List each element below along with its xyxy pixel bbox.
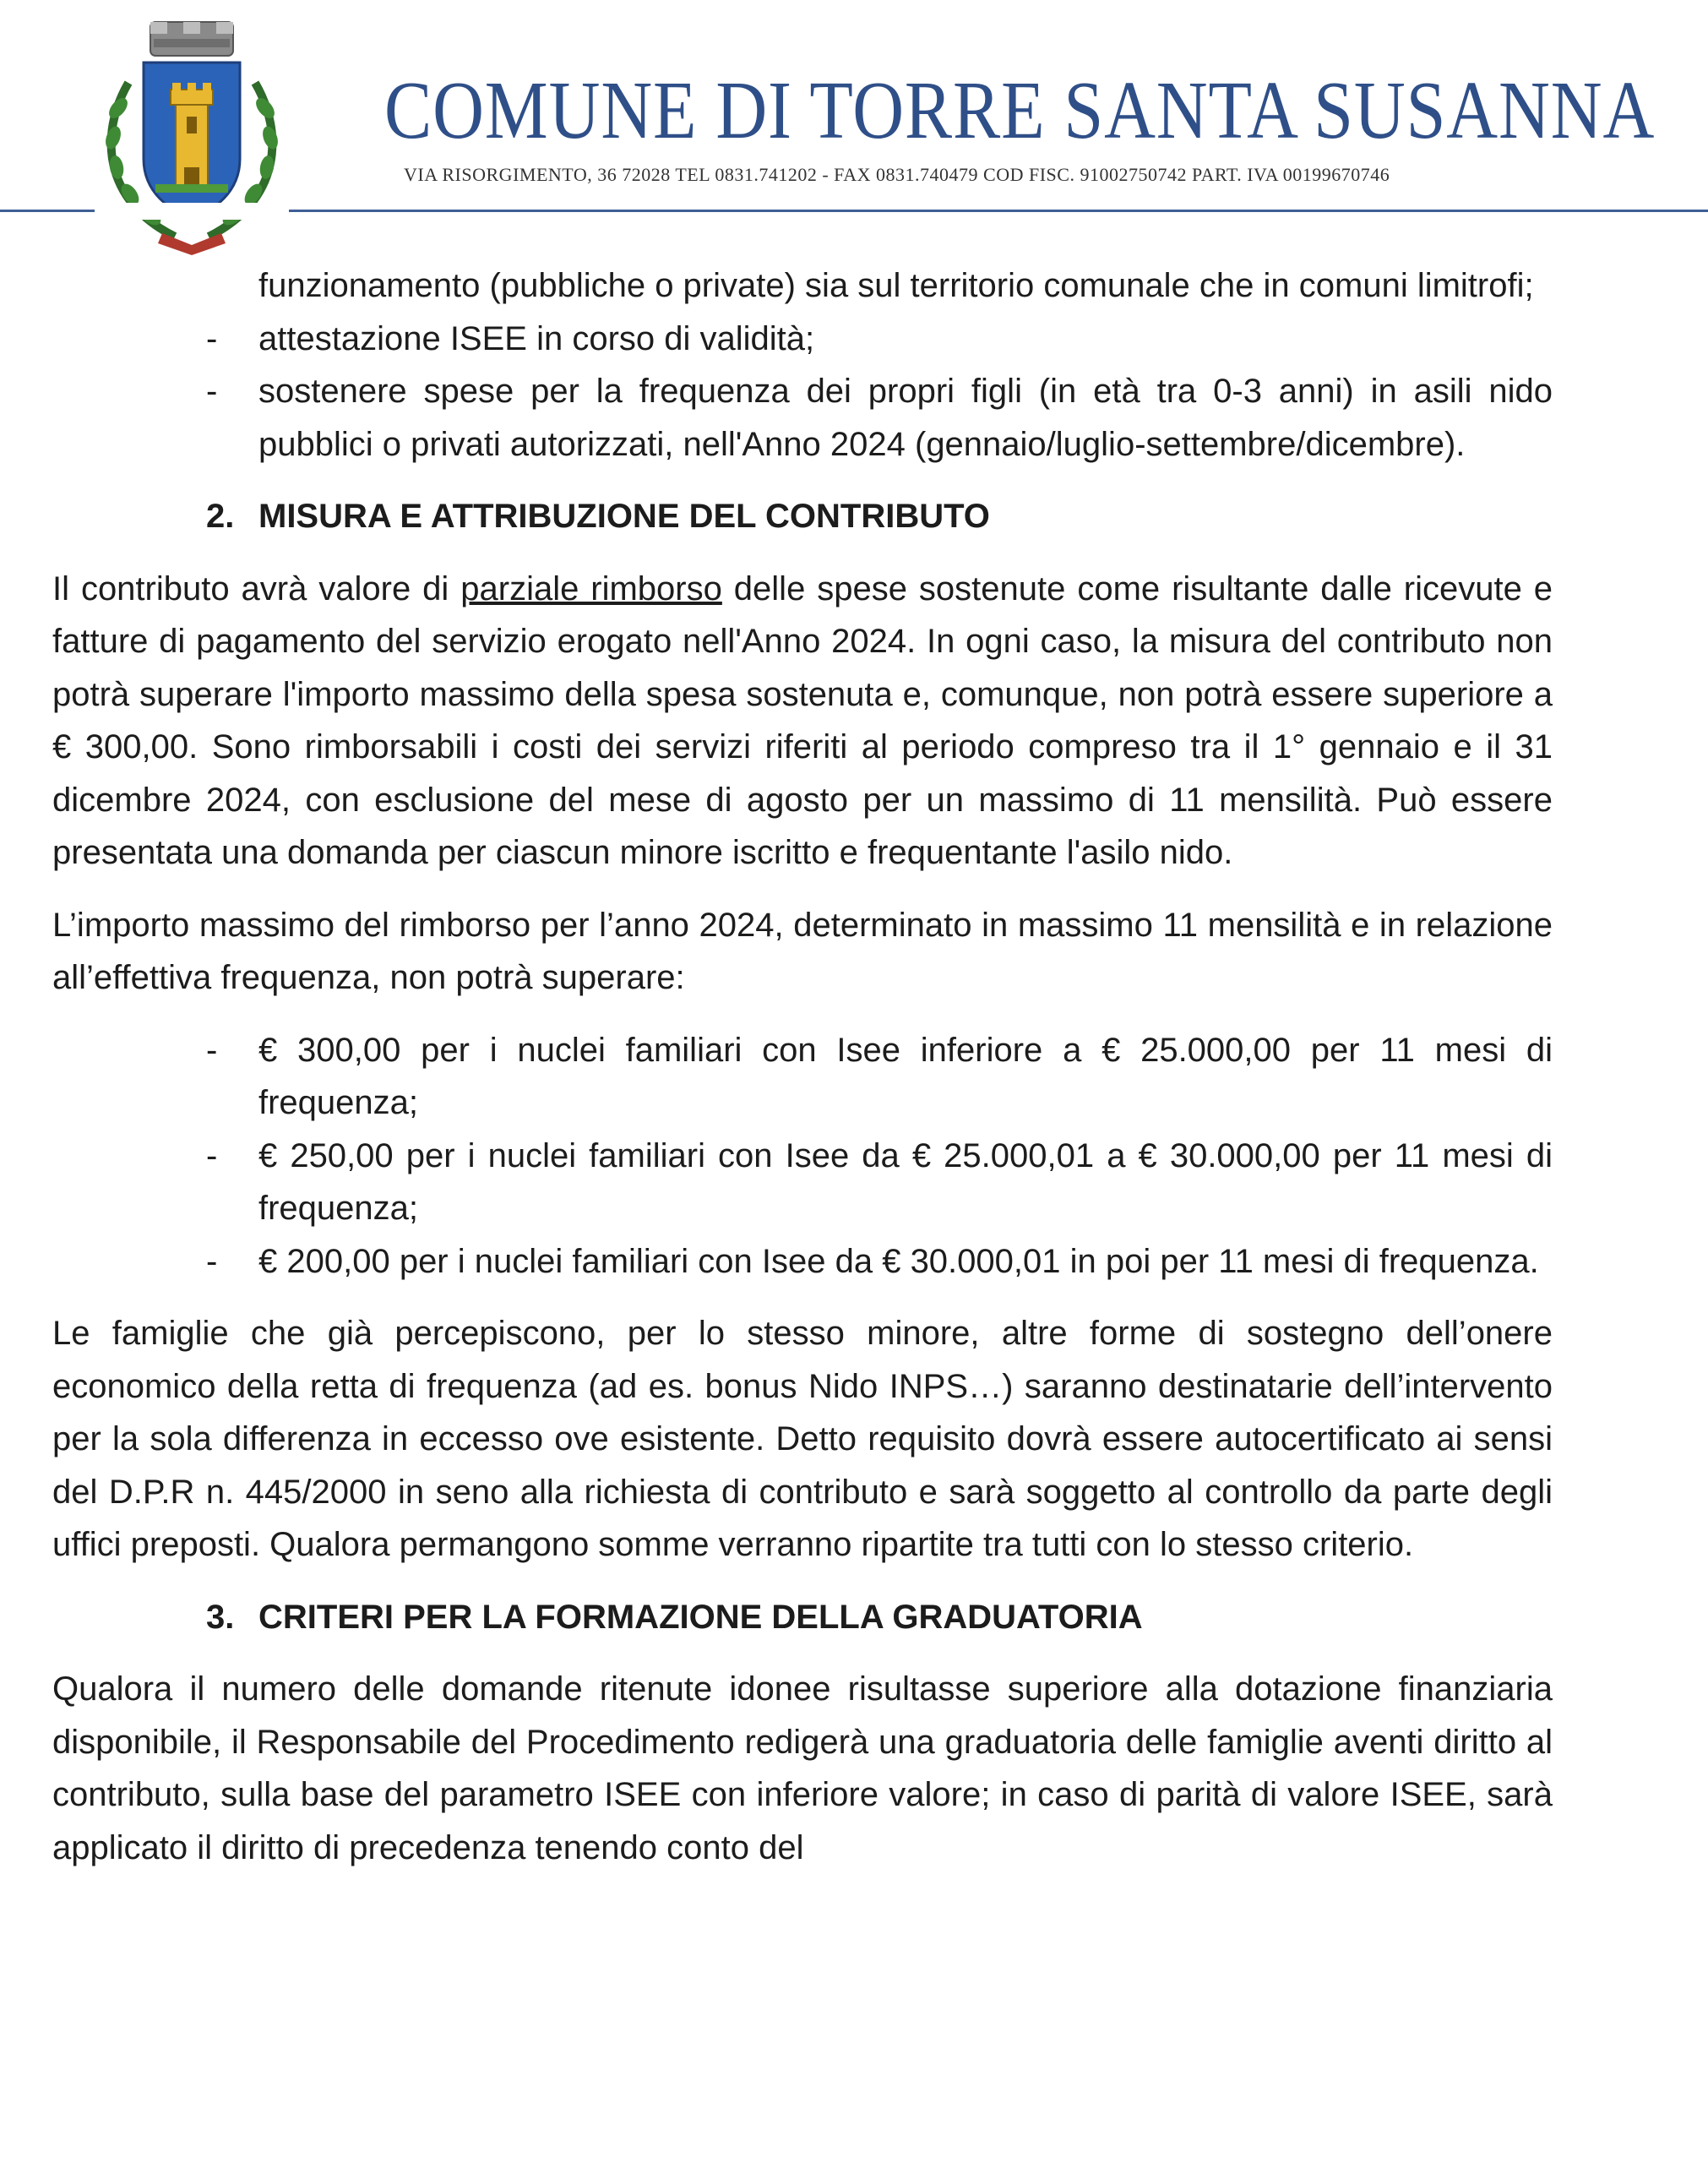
town-address: VIA RISORGIMENTO, 36 72028 TEL 0831.741202 - FAX 0831.740479 COD FISC. 91002750742 PART. IVA 00199670746 [404, 164, 1390, 185]
underlined-text: parziale rimborso [460, 569, 722, 607]
document-body [52, 253, 1553, 1874]
section-number: 2. [206, 498, 235, 535]
list-item [155, 313, 1553, 366]
list-item [155, 1024, 1553, 1130]
letterhead [0, 0, 1708, 253]
paragraph [52, 563, 1553, 880]
bullet-dash: - [206, 1136, 218, 1174]
section-heading-3 [155, 1591, 1553, 1644]
paragraph-text: delle spese sostenute come risultante dalle ricevute e fatture di pagamento del servizio erogato nell'Anno 2024. In ogni caso, la misura del contributo non potrà superare l'importo massimo della spesa sostenuta e, comunque, non potrà essere superiore a € 300,00. Sono rimborsabili i costi dei servizi riferiti al periodo compreso tra il 1° gennaio e il 31 dicembre 2024, con esclusione del mese di agosto per un massimo di 11 mensilità. Può essere presentata una domanda per ciascun minore iscritto e frequentante l'asilo nido. [52, 569, 1553, 871]
section-title: CRITERI PER LA FORMAZIONE DELLA GRADUATORIA [258, 1598, 1143, 1636]
bullet-dash: - [206, 319, 218, 357]
paragraph: Le famiglie che già percepiscono, per lo stesso minore, altre forme di sostegno dell’onere economico della retta di frequenza (ad es. bonus Nido INPS…) saranno destinatarie dell’intervento per la sola differenza in eccesso ove esistente. Detto requisito dovrà essere autocertificato ai sensi del D.P.R n. 445/2000 in seno alla richiesta di contributo e sarà soggetto al controllo da parte degli uffici preposti. Qualora permangono somme verranno ripartite tra tutti con lo stesso criterio. [52, 1315, 1553, 1563]
bullet-dash: - [206, 1031, 218, 1069]
list-item-text: € 300,00 per i nuclei familiari con Isee inferiore a € 25.000,00 per 11 mesi di frequenza; [258, 1031, 1553, 1121]
list-item [155, 365, 1553, 471]
bullet-dash: - [206, 373, 218, 410]
crest-backing [95, 203, 289, 220]
reimbursement-list [155, 1024, 1553, 1289]
requirement-continued-text: funzionamento (pubbliche o private) sia sul territorio comunale che in comuni limitrofi; [258, 267, 1534, 304]
section-heading-2 [155, 490, 1553, 543]
municipal-crest-icon [95, 15, 289, 256]
list-item-text: attestazione ISEE in corso di validità; [258, 319, 815, 357]
requirements-list [155, 313, 1553, 471]
paragraph: Qualora il numero delle domande ritenute idonee risultasse superiore alla dotazione finanziaria disponibile, il Responsabile del Procedimento redigerà una graduatoria delle famiglie aventi diritto al contributo, sulla base del parametro ISEE con inferiore valore; in caso di parità di valore ISEE, sarà applicato il diritto di precedenza tenendo conto del [52, 1670, 1553, 1866]
list-item [155, 1130, 1553, 1235]
list-item [155, 1235, 1553, 1289]
list-item-text: € 200,00 per i nuclei familiari con Isee da € 30.000,01 in poi per 11 mesi di frequenza. [258, 1242, 1539, 1280]
paragraph-text: Il contributo avrà valore di [52, 569, 461, 607]
section-number: 3. [206, 1598, 235, 1636]
bullet-dash: - [206, 1242, 218, 1280]
list-item-text: sostenere spese per la frequenza dei propri figli (in età tra 0-3 anni) in asili nido pubblici o privati autorizzati, nell'Anno 2024 (gennaio/luglio-settembre/dicembre). [258, 373, 1553, 463]
paragraph: L’importo massimo del rimborso per l’anno 2024, determinato in massimo 11 mensilità e in relazione all’effettiva frequenza, non potrà superare: [52, 906, 1553, 996]
town-name: COMUNE DI TORRE SANTA SUSANNA [384, 65, 1656, 156]
list-item-text: € 250,00 per i nuclei familiari con Isee da € 25.000,01 a € 30.000,00 per 11 mesi di frequenza; [258, 1136, 1553, 1227]
section-title: MISURA E ATTRIBUZIONE DEL CONTRIBUTO [258, 498, 990, 535]
